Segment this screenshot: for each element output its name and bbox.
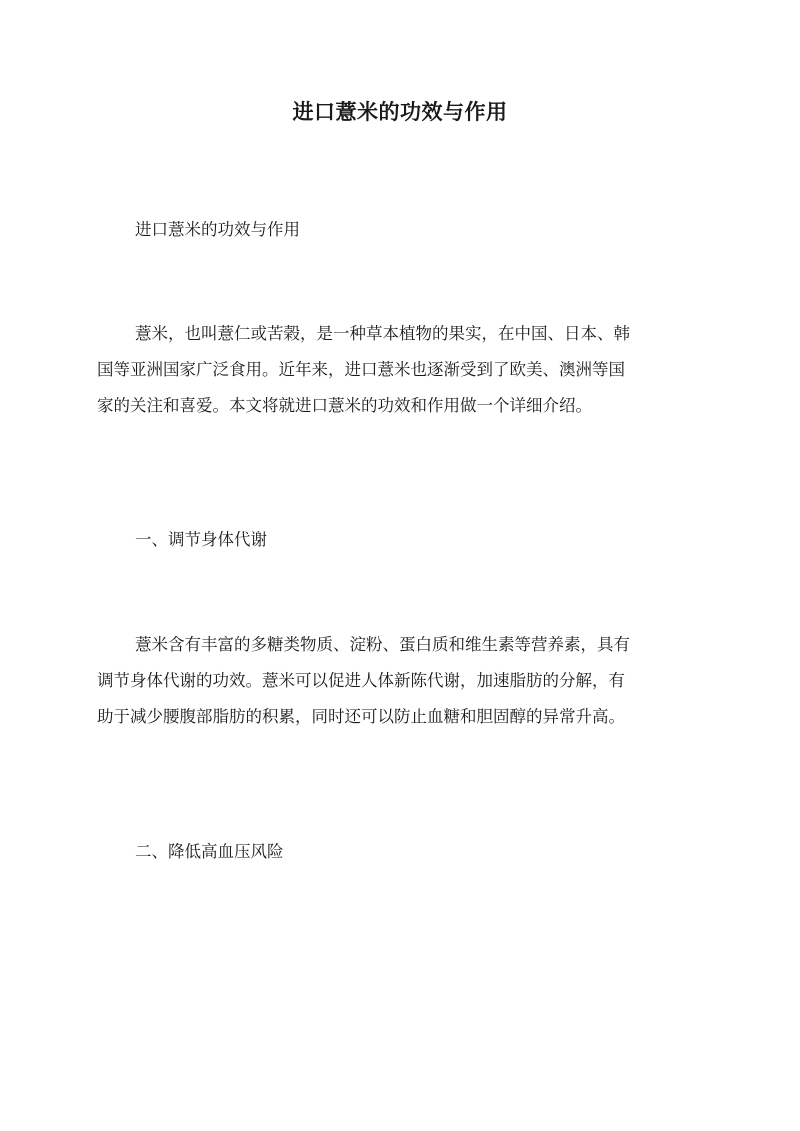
section-heading-1: 一、调节身体代谢 bbox=[135, 530, 267, 549]
document-subtitle: 进口薏米的功效与作用 bbox=[135, 220, 300, 239]
section1-line: 薏米含有丰富的多糖类物质、淀粉、蛋白质和维生素等营养素，具有 bbox=[135, 635, 630, 654]
section1-line: 助于减少腰腹部脂肪的积累，同时还可以防止血糖和胆固醇的异常升高。 bbox=[97, 707, 625, 726]
section-heading-2: 二、降低高血压风险 bbox=[135, 842, 284, 861]
intro-paragraph bbox=[97, 316, 709, 424]
intro-line: 家的关注和喜爱。本文将就进口薏米的功效和作用做一个详细介绍。 bbox=[97, 396, 592, 415]
document-title: 进口薏米的功效与作用 bbox=[292, 99, 508, 124]
intro-line: 薏米，也叫薏仁或苦榖，是一种草本植物的果实，在中国、日本、韩 bbox=[135, 324, 630, 343]
section1-paragraph bbox=[97, 627, 709, 735]
section1-line: 调节身体代谢的功效。薏米可以促进人体新陈代谢，加速脂肪的分解，有 bbox=[97, 671, 625, 690]
intro-line: 国等亚洲国家广泛食用。近年来，进口薏米也逐渐受到了欧美、澳洲等国 bbox=[97, 360, 625, 379]
